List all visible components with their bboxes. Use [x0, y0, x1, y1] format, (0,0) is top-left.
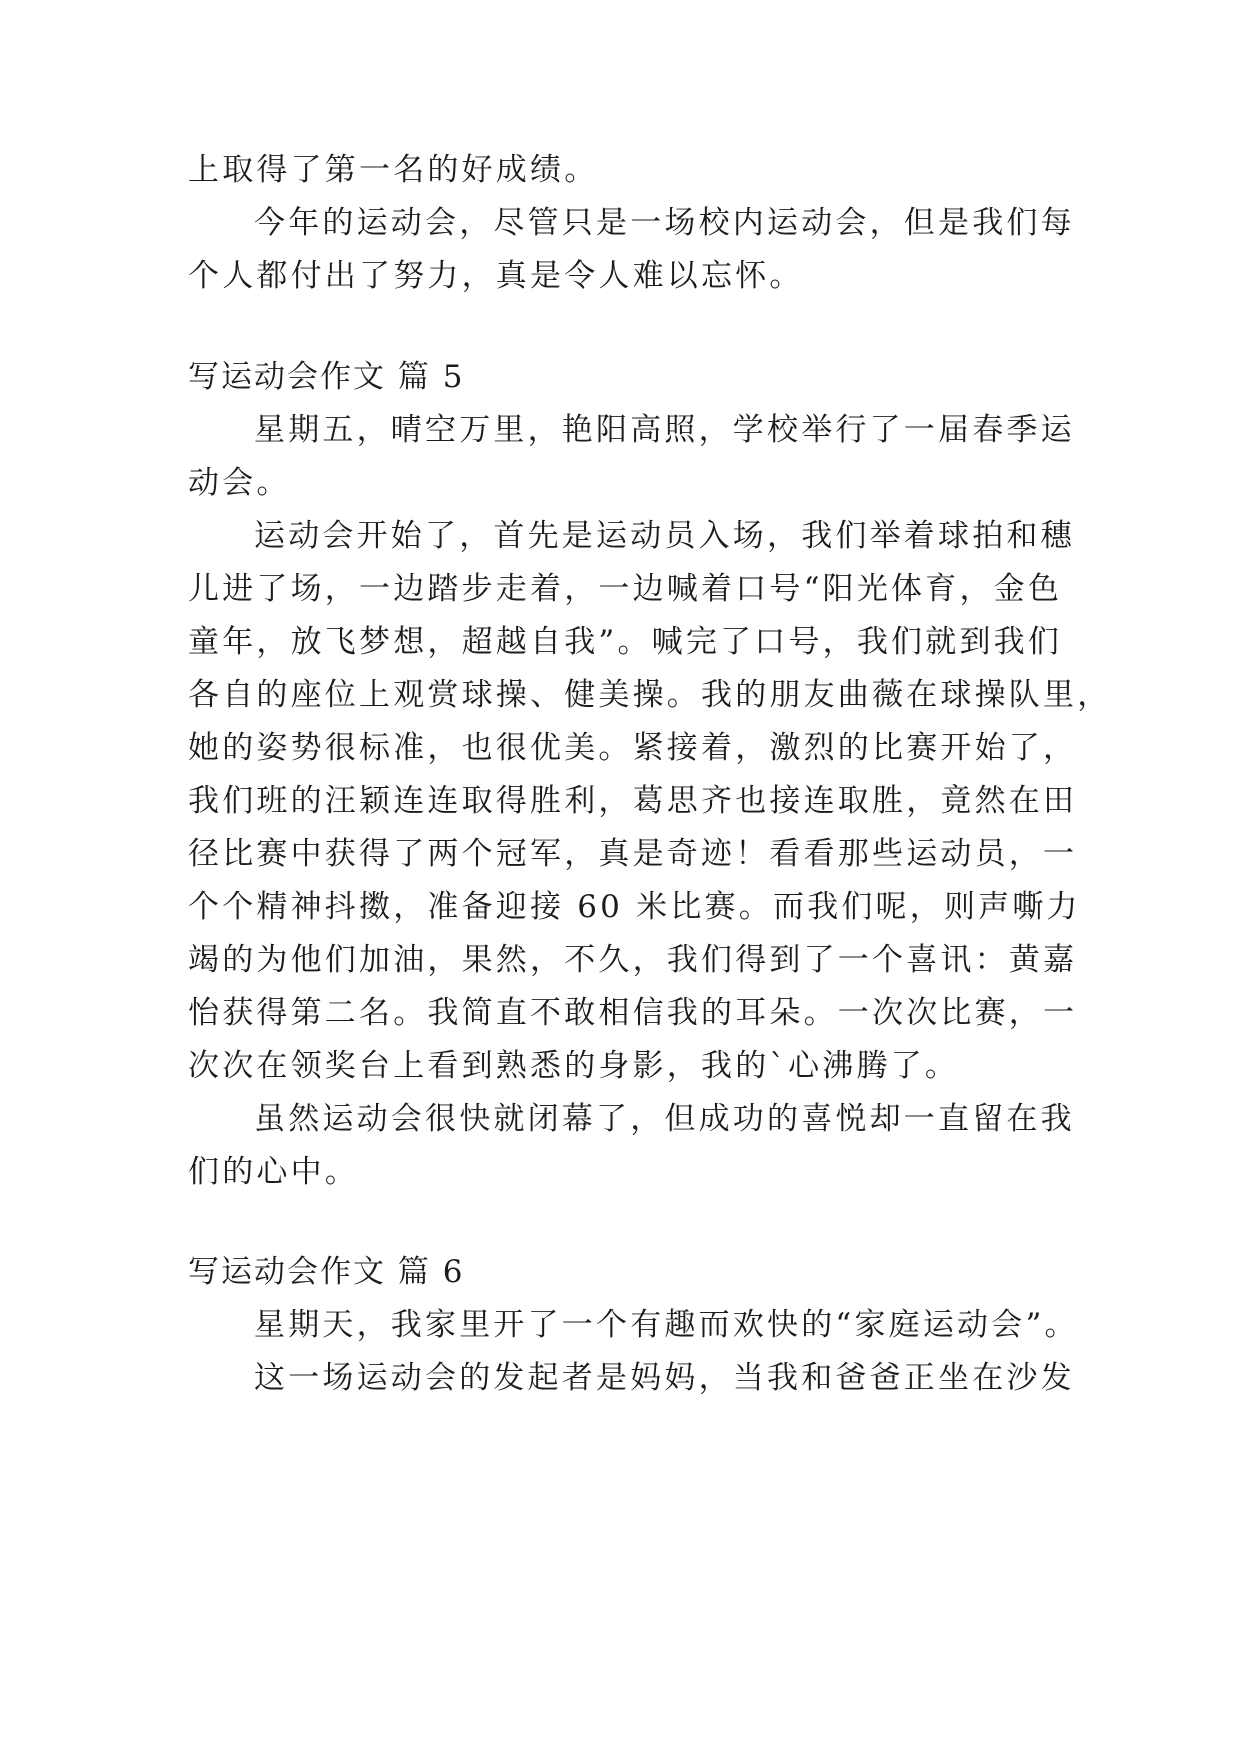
section-6-para1-line-1: 星期天，我家里开了一个有趣而欢快的“家庭运动会”。 [254, 1307, 1079, 1343]
section-5-heading: 写运动会作文 篇 5 [188, 359, 465, 395]
section-5-para2-line-5: 她的姿势很标准，也很优美。紧接着，激烈的比赛开始了， [188, 730, 1078, 766]
section-5-para2-line-6: 我们班的汪颖连连取得胜利，葛思齐也接连取胜，竟然在田 [188, 783, 1078, 819]
section-5-para1-line-1: 星期五，晴空万里，艳阳高照，学校举行了一届春季运 [254, 412, 1075, 448]
section-5-para2-line-2: 儿进了场，一边踏步走着，一边喊着口号“阳光体育，金色 [188, 571, 1063, 607]
section-5-para2-line-10: 怡获得第二名。我简直不敢相信我的耳朵。一次次比赛，一 [188, 995, 1078, 1031]
closing-paragraph-line-1: 今年的运动会，尽管只是一场校内运动会，但是我们每 [254, 205, 1075, 241]
section-6-heading: 写运动会作文 篇 6 [188, 1254, 465, 1290]
section-5-para2-line-7: 径比赛中获得了两个冠军，真是奇迹！看看那些运动员，一 [188, 836, 1078, 872]
section-5-para2-line-1: 运动会开始了，首先是运动员入场，我们举着球拍和穗 [254, 518, 1075, 554]
section-5-para2-line-3: 童年，放飞梦想，超越自我”。喊完了口号，我们就到我们 [188, 624, 1063, 660]
section-5-para1-line-2: 动会。 [188, 465, 291, 501]
section-5-para2-line-11: 次次在领奖台上看到熟悉的身影，我的`心沸腾了。 [188, 1048, 960, 1084]
section-5-para2-line-8: 个个精神抖擞，准备迎接 60 米比赛。而我们呢，则声嘶力 [188, 889, 1081, 925]
closing-paragraph-line-2: 个人都付出了努力，真是令人难以忘怀。 [188, 258, 804, 294]
section-6-para2-line-1: 这一场运动会的发起者是妈妈，当我和爸爸正坐在沙发 [254, 1360, 1075, 1396]
section-5-para3-line-2: 们的心中。 [188, 1154, 359, 1190]
section-5-para2-line-9: 竭的为他们加油，果然，不久，我们得到了一个喜讯：黄嘉 [188, 942, 1078, 978]
section-5-para3-line-1: 虽然运动会很快就闭幕了，但成功的喜悦却一直留在我 [254, 1101, 1075, 1137]
section-5-para2-line-4: 各自的座位上观赏球操、健美操。我的朋友曲薇在球操队里， [188, 677, 1112, 713]
continuation-line-1: 上取得了第一名的好成绩。 [188, 152, 599, 188]
